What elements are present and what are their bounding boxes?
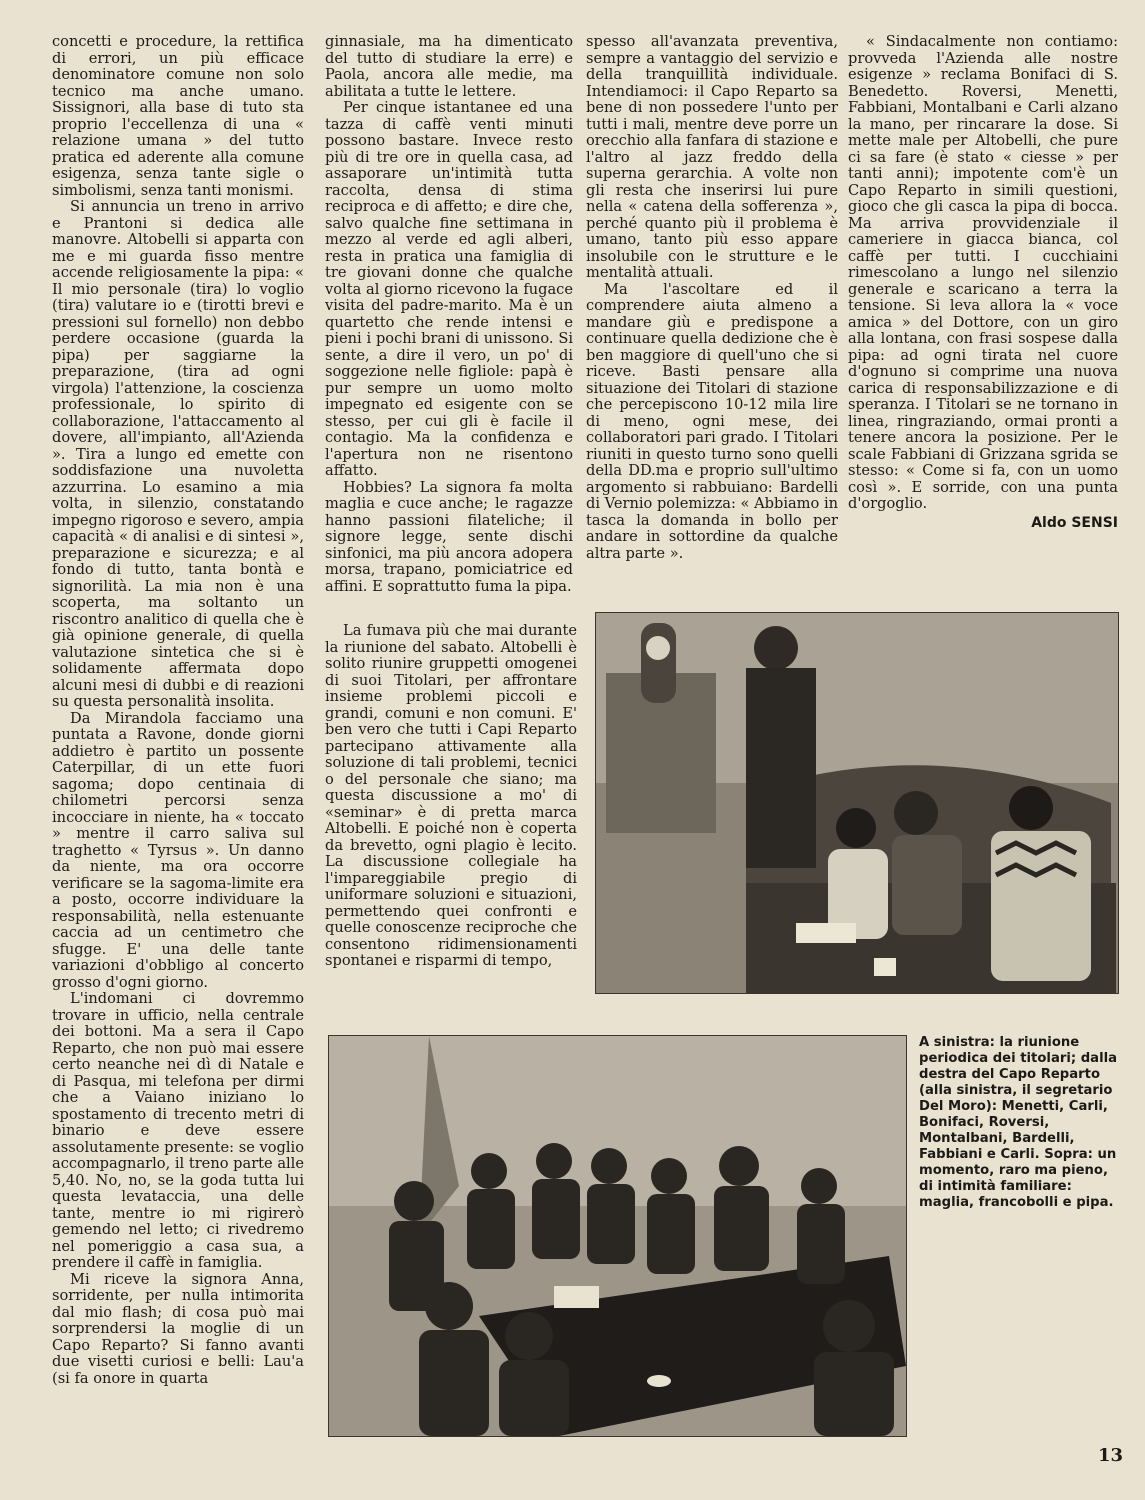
page-number: 13	[1097, 1445, 1123, 1466]
paragraph: Hobbies? La signora fa molta maglia e cuce anche; le ragazze hanno passioni filateliche; il signore legge, sente dischi sinfonici, ma più ancora adopera morsa, trapano, pomiciatrice ed affini. E soprattutto fuma la pipa.	[325, 478, 573, 595]
paragraph: spesso all'avanzata preventiva, sempre a vantaggio del servizio e della tranquillità individuale. Intendiamoci: il Capo Reparto sa bene di non possedere l'unto per tutti i mali, mentre deve porre un orecchio alla fanfara di stazione e l'altro al jazz freddo della superna gerarchia. A volte non gli resta che inserirsi lui pure nella « catena della sofferenza », perché quanto più il problema è umano, tanto più esso appare insolubile con le strutture e le mentalità attuali.	[586, 33, 838, 281]
photo-caption: A sinistra: la riunione periodica dei titolari; dalla destra del Capo Reparto (alla sinistra, il segretario Del Moro): Menetti, Carli, Bonifaci, Roversi, Montalbani, Bardelli, Fabbiani e Carli. Sopra: un momento, raro ma pieno, di intimità familiare: maglia, francobolli e pipa.	[919, 1035, 1118, 1210]
paragraph: Da Mirandola facciamo una puntata a Ravone, donde giorni addietro è partito un possente Caterpillar, di un ette fuori sagoma; dopo centinaia di chilometri percorsi senza incocciare in niente, ha « toccato » mentre il carro saliva sul traghetto « Tyrsus ». Un danno da niente, ma ora occorre verificare se la sagoma-limite era a posto, occorre individuare la responsabilità, nella estenuante caccia ad un centimetro che sfugge. E' una delle tante variazioni d'obbligo al concerto grosso d'ogni giorno.	[52, 709, 304, 991]
article-column-2-lower	[325, 623, 577, 1023]
meeting-photo	[328, 1035, 907, 1437]
family-photo	[595, 612, 1119, 994]
paragraph: L'indomani ci dovremmo trovare in ufficio, nella centrale dei bottoni. Ma a sera il Capo Reparto, che non può mai essere certo neanche nei dì di Natale e di Pasqua, mi telefona per dirmi che a Vaiano iniziano lo spostamento di trecento metri di binario e deve essere assolutamente presente: se voglio accompagnarlo, il treno parte alle 5,40. No, no, se la goda tutta lui questa levataccia, una delle tante, mentre io mi rigirerò gemendo nel letto; ci rivedremo nel pomeriggio a casa sua, a prendere il caffè in famiglia.	[52, 990, 304, 1271]
paragraph: « Sindacalmente non contiamo: provveda l'Azienda alle nostre esigenze » reclama Bonifaci di S. Benedetto. Roversi, Menetti, Fabbiani, Montalbani e Carli alzano la mano, per rincarare la dose. Si mette male per Altobelli, che pure ci sa fare (è stato « ciesse » per tanti anni); impotente com'è un Capo Reparto in simili questioni, gioco che gli casca la pipa di bocca. Ma arriva provvidenziale il cameriere in giacca bianca, col caffè per tutti. I cucchiaini rimescolano a lungo nel silenzio generale e scaricano a terra la tensione. Si leva allora la « voce amica » del Dottore, con un giro alla lontana, con frasi sospese dalla pipa: ad ogni tirata nel cuore d'ognuno si comprime una nuova carica di responsabilizzazione e di speranza. I Titolari se ne tornano in linea, ringraziando, ormai pronti a tenere ancora la posizione. Per le scale Fabbiani di Grizzana sgrida se stesso: « Come si fa, con un uomo così ». E sorride, con una punta d'orgoglio.	[848, 33, 1118, 512]
paragraph: La fumava più che mai durante la riunione del sabato. Altobelli è solito riunire gruppetti omogenei di suoi Titolari, per affrontare insieme problemi piccoli e grandi, comuni e non comuni. E' ben vero che tutti i Capi Reparto partecipano attivamente alla soluzione di tali problemi, tecnici o del personale che siano; ma questa discussione a mo' di «seminar» è di pretta marca Altobelli. E poiché non è coperta da brevetto, ogni plagio è lecito. La discussione collegiale ha l'impareggiabile pregio di uniformare soluzioni e situazioni, permettendo quei confronti e quelle conoscenze reciproche che consentono ridimensionamenti spontanei e risparmi di tempo,	[325, 622, 577, 969]
paragraph: Mi riceve la signora Anna, sorridente, per nulla intimorita dal mio flash; di cosa può mai sorprendersi la moglie di un Capo Reparto? Si fanno avanti due visetti curiosi e belli: Lau'a (si fa onore in quarta	[52, 1270, 304, 1387]
author-signature: Aldo SENSI	[1031, 514, 1118, 531]
article-column-2	[325, 34, 573, 594]
family-photo-illustration	[596, 613, 1118, 993]
paragraph: Ma l'ascoltare ed il comprendere aiuta almeno a mandare giù e predispone a continuare quella dedizione che è ben maggiore di quell'uno che si riceve. Basti pensare alla situazione dei Titolari di stazione che percepiscono 10-12 mila lire di meno, ogni mese, dei collaboratori pari grado. I Titolari riuniti in questo turno sono quelli della DD.ma e proprio sull'ultimo argomento si rabbuiano: Bardelli di Vernio polemizza: « Abbiamo in tasca la domanda in bollo per andare in sottordine da qualche altra parte ».	[586, 280, 839, 562]
paragraph: ginnasiale, ma ha dimenticato del tutto di studiare la erre) e Paola, ancora alle medie, ma abilitata a tutte le lettere.	[325, 33, 573, 100]
article-column-4	[848, 34, 1118, 594]
meeting-photo-illustration	[329, 1036, 906, 1436]
article-column-1	[52, 34, 304, 1464]
paragraph: Per cinque istantanee ed una tazza di caffè venti minuti possono bastare. Invece resto più di tre ore in quella casa, ad assaporare un'intimità tutta raccolta, densa di stima reciproca e di affetto; e dire che, salvo qualche fine settimana in mezzo al verde ed agli alberi, resta in pratica una famiglia di tre giovani donne che qualche volta al giorno ricevono la fugace visita del padre-marito. Ma è un quartetto che rende intensi e pieni i pochi brani di unissono. Si sente, a dire il vero, un po' di soggezione nelle figliole: papà è pur sempre un uomo molto impegnato ed esigente con se stesso, per cui gli è facile il contagio. Ma la confidenza e l'apertura non ne risentono affatto.	[325, 99, 573, 479]
article-column-3	[586, 34, 838, 579]
paragraph: concetti e procedure, la rettifica di errori, un più efficace denominatore comune non solo tecnico ma anche umano. Sissignori, alla base di tuto sta proprio l'eccellenza di una « relazione umana » del tutto pratica ed aderente alla comune esigenza, senza tante sigle o simbolismi, senza tanti monismi.	[52, 33, 304, 199]
paragraph: Si annuncia un treno in arrivo e Prantoni si dedica alle manovre. Altobelli si apparta con me e mi guarda fisso mentre accende religiosamente la pipa: « Il mio personale (tira) lo voglio (tira) valutare io e (tirotti brevi e pressioni sul fornello) non debbo perdere occasione (guarda la pipa) per saggiarne la preparazione, (tira ad ogni virgola) l'attenzione, la coscienza professionale, lo spirito di collaborazione, l'attaccamento al dovere, all'impianto, all'Azienda ». Tira a lungo ed emette con soddisfazione una nuvoletta azzurrina. Lo esamino a mia volta, in silenzio, constatando impegno rigoroso e severo, ampia capacità « di analisi e di sintesi », preparazione e sicurezza; e al fondo di tutto, tanta bontà e signorilità. La mia non è una scoperta, ma soltanto un riscontro analitico di quella che è già opinione generale, di quella valutazione sintetica che si è solidamente affermata dopo alcuni mesi di dubbi e di reazioni su questa personalità insolita.	[52, 198, 304, 710]
